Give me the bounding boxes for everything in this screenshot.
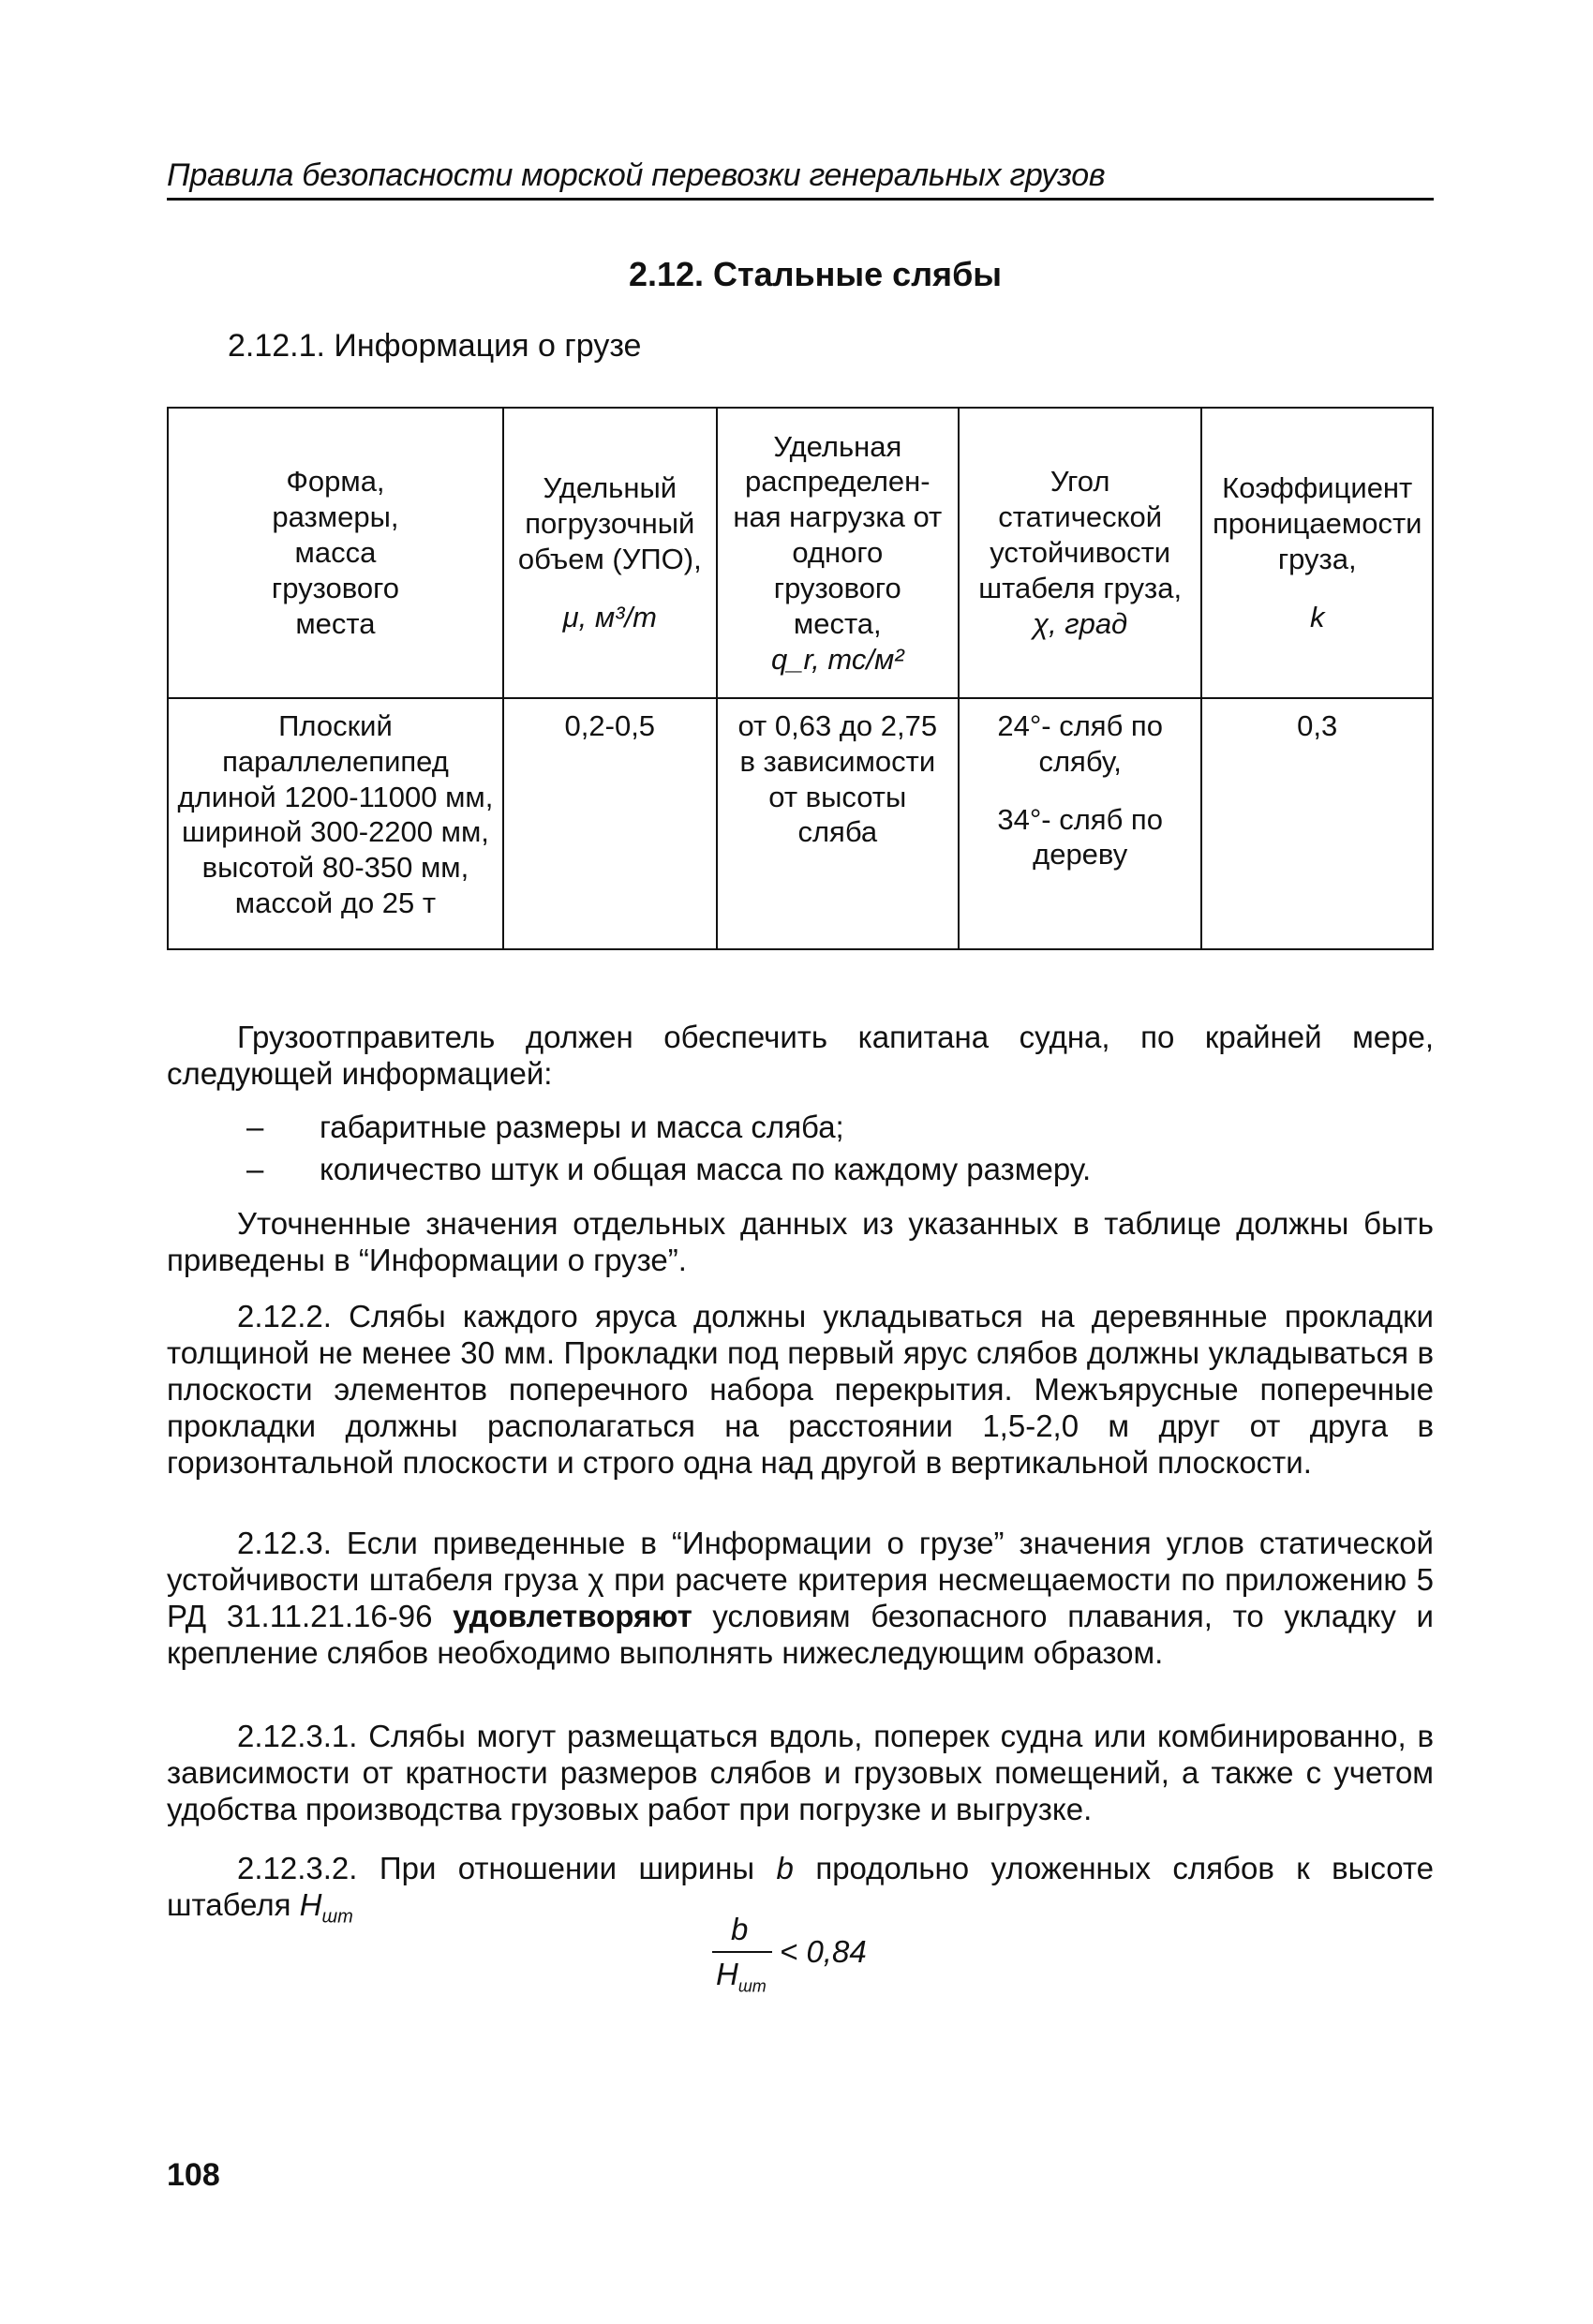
formula-numerator: b bbox=[731, 1912, 749, 1946]
paragraph-2-12-3-1: 2.12.3.1. Слябы могут размещаться вдоль, поперек судна или комбинированно, в зависимости от кратности размеров слябов и грузовых помещений, а также с учетом удобства производства грузовых работ при погрузке и выгрузке. bbox=[167, 1719, 1434, 1826]
header-cell-distributed-load: Удельная распределен- ная нагрузка от одного грузового места, q_r, тс/м² bbox=[717, 408, 959, 698]
paragraph-refined-values: Уточненные значения отдельных данных из указанных в таблице должны быть приведены в “Информации о грузе”. bbox=[167, 1206, 1434, 1277]
page-number: 108 bbox=[167, 2157, 220, 2193]
paragraph-2-12-2: 2.12.2. Слябы каждого яруса должны укладываться на деревянные прокладки толщиной не менее 30 мм. Прокладки под первый ярус слябов должны укладываться в плоскости элементов поперечного набора перекрытия. Межъярусные поперечные прокладки должны располагаться на расстоянии 1,5-2,0 м друг от друга в горизонтальной плоскости и строго одна над другой в вертикальной плоскости. bbox=[167, 1299, 1434, 1480]
cell-distributed-load: от 0,63 до 2,75 в зависимости от высоты сляба bbox=[717, 698, 959, 949]
running-header: Правила безопасности морской перевозки генеральных грузов bbox=[167, 157, 1434, 201]
header-cell-stowage-factor: Удельный погрузочный объем (УПО), μ, м³/т bbox=[503, 408, 717, 698]
header-cell-form: Форма, размеры, масса грузового места bbox=[168, 408, 503, 698]
paragraph-shipper-info: Грузоотправитель должен обеспечить капитана судна, по крайней мере, следующей информацией: bbox=[167, 1020, 1434, 1091]
section-title: 2.12. Стальные слябы bbox=[628, 255, 1003, 293]
unit-symbol: μ, м³/т bbox=[562, 600, 657, 633]
paragraph-2-12-3: 2.12.3. Если приведенные в “Информации о грузе” значения углов статической устойчивости штабеля груза χ при расчете критерия несмещаемости по приложению 5 РД 31.11.21.16-96 удовлетворяют условиям безопасного плавания, то укладку и крепление слябов необходимо выполнять нижеследующим образом. bbox=[167, 1526, 1434, 1670]
formula-denominator: $H_{шт}$ bbox=[716, 1957, 767, 1996]
fraction-bar bbox=[712, 1951, 772, 1953]
formula-relation: < 0,84 bbox=[780, 1934, 867, 1969]
table-header-row bbox=[168, 408, 1433, 698]
cell-form: Плоский параллелепипед длиной 1200-11000 мм, шириной 300-2200 мм, высотой 80-350 мм, массой до 25 т bbox=[168, 698, 503, 949]
emphasis: удовлетворяют bbox=[453, 1598, 692, 1633]
table-row bbox=[168, 698, 1433, 949]
cell-permeability: 0,3 bbox=[1201, 698, 1433, 949]
subsection-heading: 2.12.1. Информация о грузе bbox=[228, 328, 642, 364]
cell-stowage-factor: 0,2-0,5 bbox=[503, 698, 717, 949]
ratio-formula bbox=[705, 1912, 911, 2015]
unit-symbol: χ, град bbox=[1033, 606, 1128, 640]
unit-symbol: k bbox=[1309, 600, 1325, 633]
cell-stability-angle: 24°- сляб по слябу, 34°- сляб по дереву bbox=[959, 698, 1202, 949]
cargo-info-table bbox=[167, 407, 1434, 950]
paragraph-2-12-3-2: 2.12.3.2. При отношении ширины b продольно уложенных слябов к высоте штабеля $H_{шт}$ bbox=[167, 1851, 1434, 1928]
header-cell-permeability: Коэффициент проницаемости груза, k bbox=[1201, 408, 1433, 698]
unit-symbol: q_r, тс/м² bbox=[771, 642, 904, 676]
header-cell-stability-angle: Угол статической устойчивости штабеля груза, χ, град bbox=[959, 408, 1202, 698]
